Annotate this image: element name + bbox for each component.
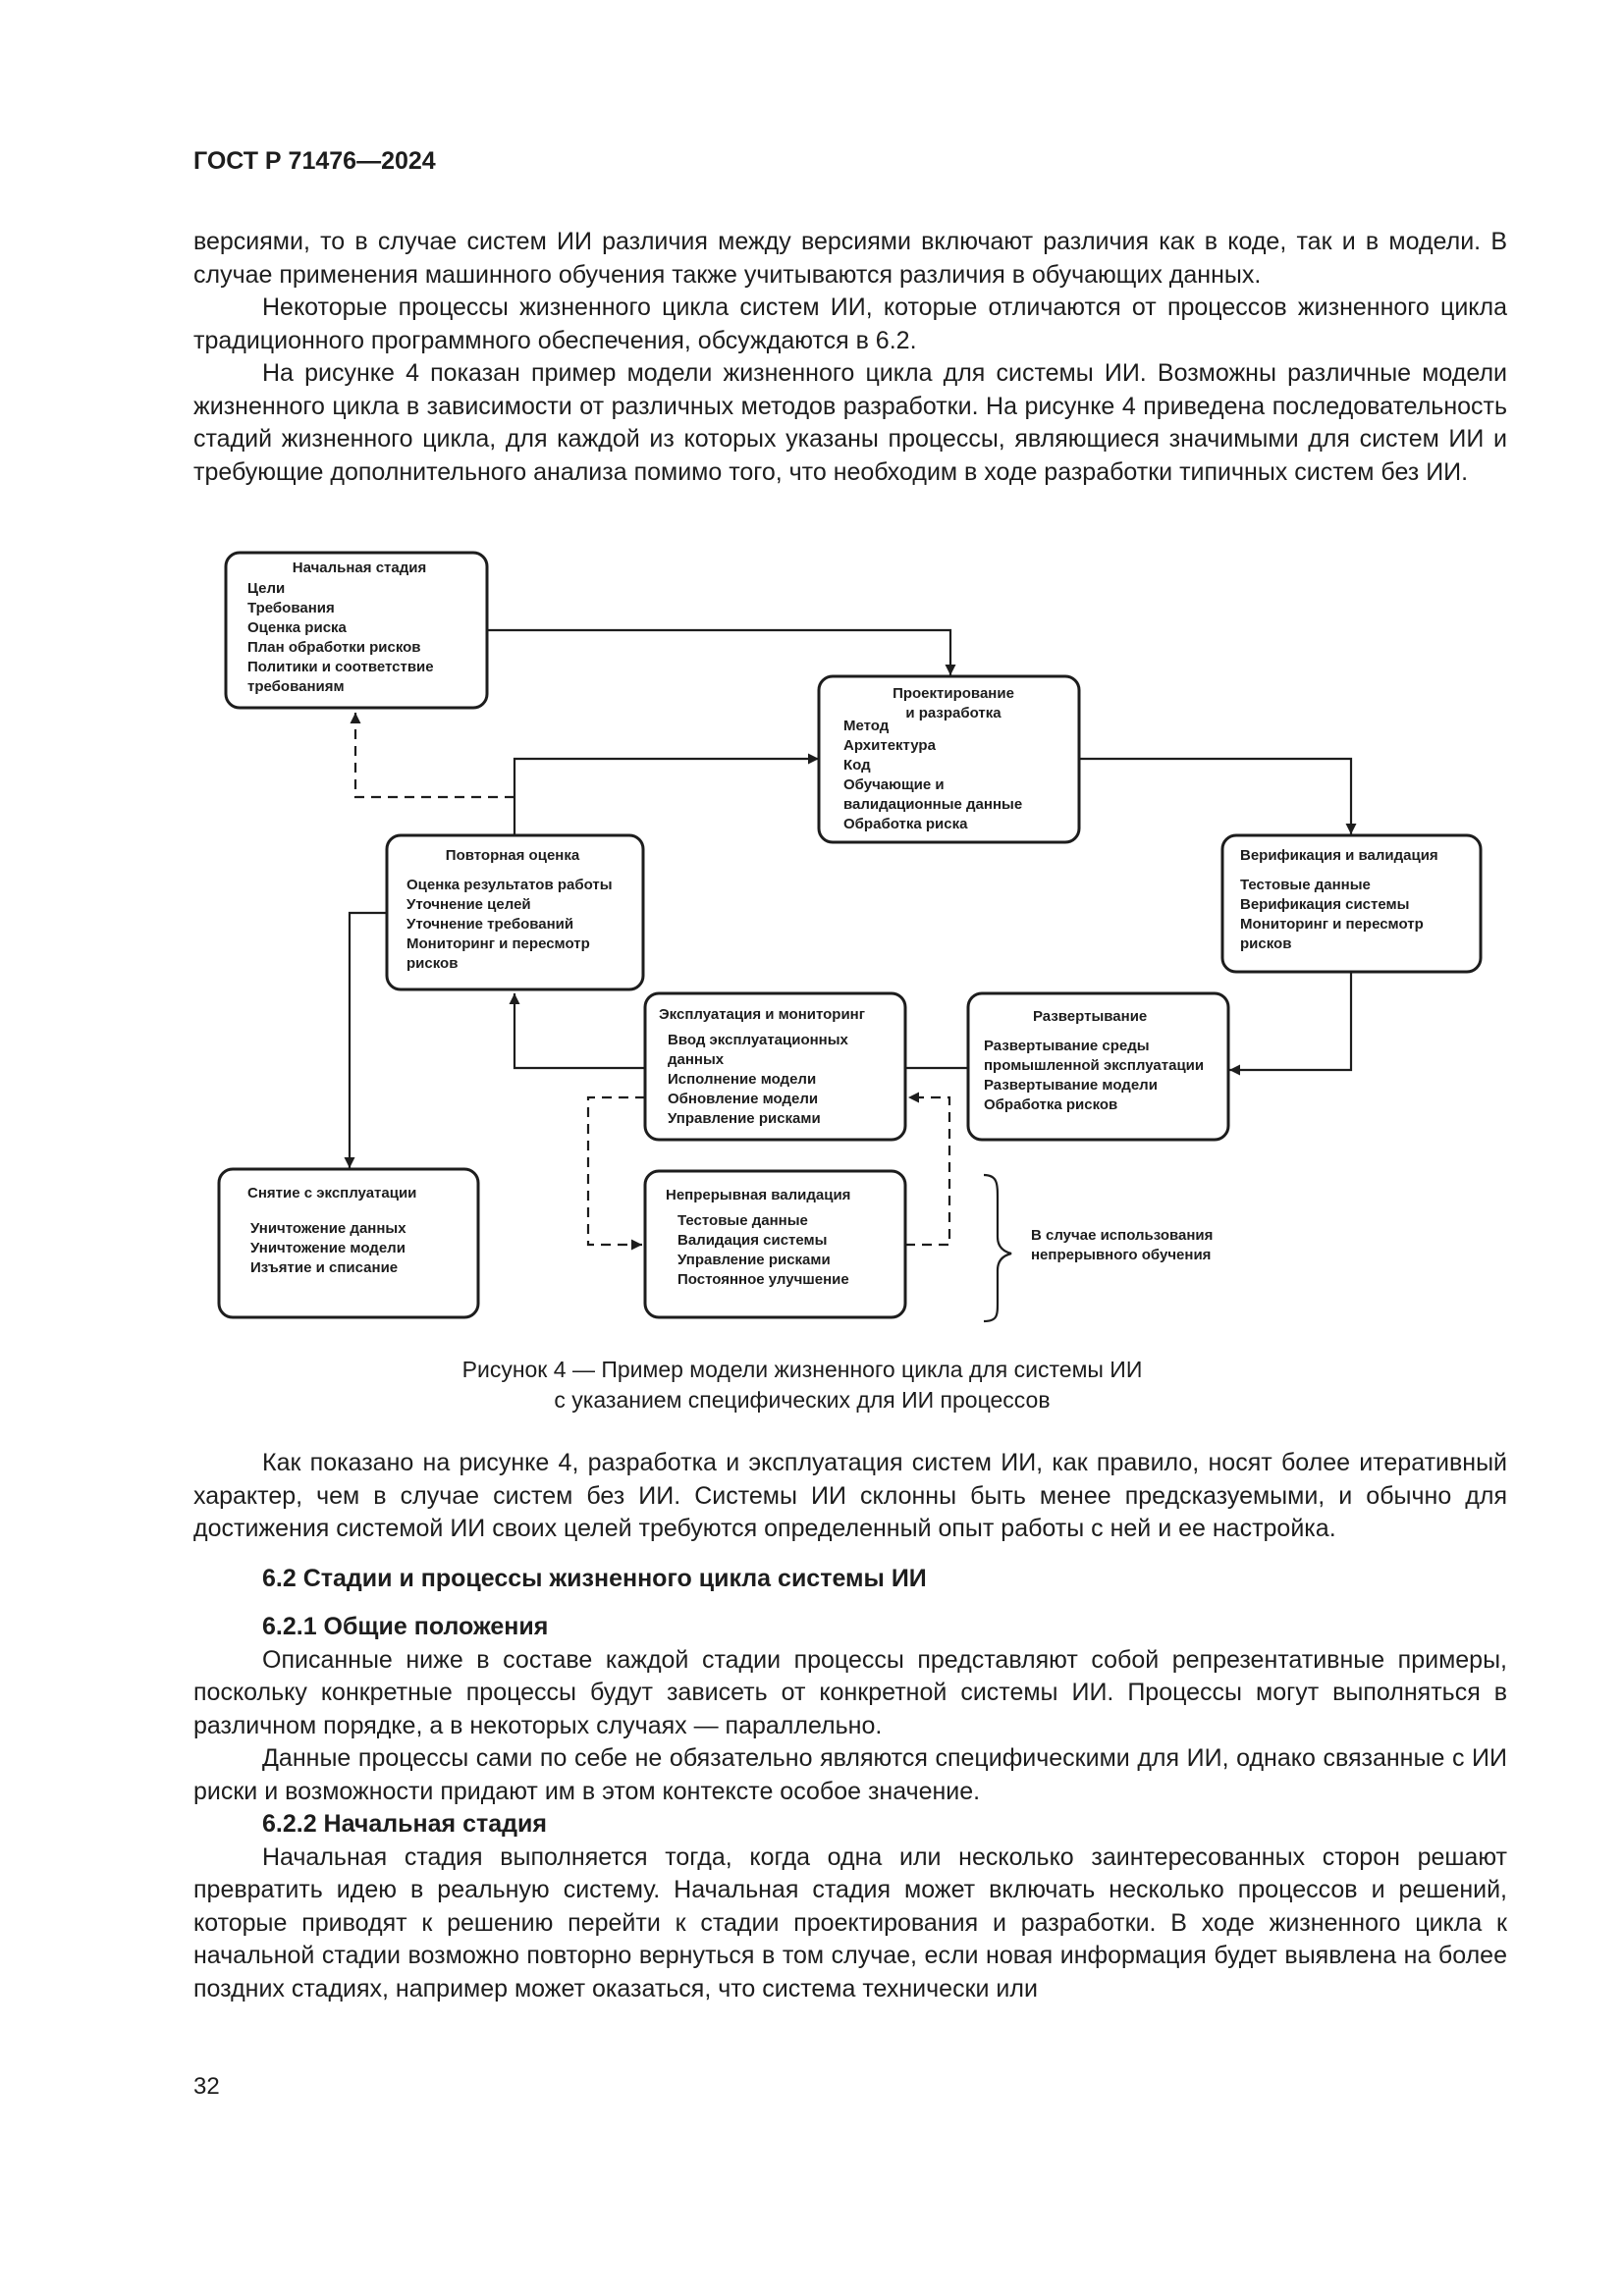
operation-title: Эксплуатация и мониторинг	[659, 1006, 865, 1023]
deployment-title: Развертывание	[1033, 1008, 1148, 1025]
continuous-learning-note: В случае использования	[1031, 1227, 1214, 1244]
dashed-arrow-operation-to-continuous	[588, 1097, 645, 1245]
deployment-item: Развертывание среды	[984, 1038, 1150, 1054]
body-paragraph-3: Данные процессы сами по себе не обязательно являются специфическими для ИИ, однако связанные с ИИ риски и возможности придают им в этом контексте особое значение.	[193, 1744, 1507, 1805]
continuous-item: Управление рисками	[677, 1252, 831, 1268]
design-item: Архитектура	[843, 737, 936, 754]
design-item: Метод	[843, 718, 890, 734]
reevaluation-item: Оценка результатов работы	[406, 877, 613, 893]
inception-item: Требования	[247, 600, 335, 616]
deployment-item: Обработка рисков	[984, 1096, 1118, 1113]
figure-caption	[236, 1355, 1369, 1415]
arrow-reevaluation-to-design	[514, 759, 819, 835]
intro-paragraph-1: версиями, то в случае систем ИИ различия между версиями включают различия как в коде, так и в модели. В случае применения машинного обучения также учитываются различия в обучающих данных.	[193, 228, 1507, 289]
document-header: ГОСТ Р 71476—2024	[193, 147, 436, 175]
body-text	[193, 1447, 1507, 2005]
inception-item: Цели	[247, 580, 286, 597]
operation-item: данных	[668, 1051, 725, 1068]
design-item: Обработка риска	[843, 816, 968, 832]
intro-paragraph-2: Некоторые процессы жизненного цикла систем ИИ, которые отличаются от процессов жизненного цикла традиционного программного обеспечения, обсуждаются в 6.2.	[193, 294, 1507, 354]
design-title-line2: и разработка	[905, 705, 1001, 721]
inception-item: требованиям	[247, 678, 345, 695]
arrow-design-to-verification	[1079, 759, 1351, 834]
operation-item: Обновление модели	[668, 1091, 819, 1107]
body-paragraph-4: Начальная стадия выполняется тогда, когда одна или несколько заинтересованных сторон решают превратить идею в реальную систему. Начальная стадия может включать несколько процессов и решений, которые приводят к решению перейти к стадии проектирования и разработки. В ходе жизненного цикла к начальной стадии возможно повторно вернуться в том случае, если новая информация будет выявлена на более поздних стадиях, например может оказаться, что система технически или	[193, 1842, 1507, 2002]
verification-item: Верификация системы	[1240, 896, 1410, 913]
arrow-operation-to-reevaluation	[514, 993, 645, 1068]
design-item: валидационные данные	[843, 796, 1023, 813]
reevaluation-item: рисков	[406, 955, 459, 972]
dashed-arrow-continuous-to-operation	[905, 1097, 949, 1245]
body-paragraph-1: Как показано на рисунке 4, разработка и эксплуатация систем ИИ, как правило, носят более итеративный характер, чем в случае систем без ИИ. Системы ИИ склонны быть менее предсказуемыми, и обычно для достижения системой ИИ своих целей требуются определенный опыт работы с ней и ее настройка.	[193, 1449, 1507, 1542]
continuous-item: Тестовые данные	[677, 1212, 808, 1229]
curly-brace	[984, 1175, 1011, 1321]
inception-item: Оценка риска	[247, 619, 347, 636]
retirement-item: Уничтожение данных	[250, 1220, 406, 1237]
reevaluation-item: Уточнение требований	[406, 916, 574, 933]
section-heading-6-2: 6.2 Стадии и процессы жизненного цикла системы ИИ	[262, 1564, 927, 1592]
retirement-item: Изъятие и списание	[250, 1259, 399, 1276]
inception-item: Политики и соответствие	[247, 659, 434, 675]
continuous-learning-note: непрерывного обучения	[1031, 1247, 1212, 1263]
figure-caption-line-1: Рисунок 4 — Пример модели жизненного цикла для системы ИИ	[461, 1357, 1143, 1382]
verification-item: Тестовые данные	[1240, 877, 1371, 893]
continuous-item: Валидация системы	[677, 1232, 828, 1249]
continuous-item: Постоянное улучшение	[677, 1271, 849, 1288]
section-heading-6-2-2: 6.2.2 Начальная стадия	[262, 1810, 547, 1838]
arrow-inception-to-design	[487, 630, 950, 675]
design-item: Код	[843, 757, 871, 774]
inception-item: План обработки рисков	[247, 639, 421, 656]
section-heading-6-2-1: 6.2.1 Общие положения	[262, 1613, 549, 1640]
arrow-reevaluation-to-retirement	[350, 913, 387, 1168]
reevaluation-title: Повторная оценка	[445, 847, 580, 864]
operation-item: Ввод эксплуатационных	[668, 1032, 848, 1048]
verification-item: рисков	[1240, 935, 1292, 952]
figure-caption-line-2: с указанием специфических для ИИ процессов	[554, 1387, 1051, 1413]
reevaluation-item: Уточнение целей	[406, 896, 531, 913]
continuous-title: Непрерывная валидация	[666, 1187, 851, 1203]
deployment-item: промышленной эксплуатации	[984, 1057, 1205, 1074]
intro-paragraph-3: На рисунке 4 показан пример модели жизненного цикла для системы ИИ. Возможны различные модели жизненного цикла в зависимости от различных методов разработки. На рисунке 4 приведена последовательность стадий жизненного цикла, для каждой из которых указаны процессы, являющиеся значимыми для систем ИИ и требующие дополнительного анализа помимо того, что необходим в ходе разработки типичных систем без ИИ.	[193, 359, 1507, 486]
operation-item: Исполнение модели	[668, 1071, 817, 1088]
page-number: 32	[193, 2073, 220, 2100]
design-title-line1: Проектирование	[893, 685, 1014, 702]
reevaluation-item: Мониторинг и пересмотр	[406, 935, 590, 952]
retirement-title: Снятие с эксплуатации	[247, 1185, 417, 1201]
verification-item: Мониторинг и пересмотр	[1240, 916, 1424, 933]
deployment-item: Развертывание модели	[984, 1077, 1158, 1094]
inception-title: Начальная стадия	[292, 560, 427, 576]
verification-title: Верификация и валидация	[1240, 847, 1438, 864]
retirement-item: Уничтожение модели	[250, 1240, 406, 1256]
arrow-verification-to-deployment	[1229, 972, 1351, 1070]
design-item: Обучающие и	[843, 776, 945, 793]
body-paragraph-2: Описанные ниже в составе каждой стадии процессы представляют собой репрезентативные примеры, поскольку конкретные процессы будут зависеть от конкретной системы ИИ. Процессы могут выполняться в различном порядке, а в некоторых случаях — параллельно.	[193, 1645, 1507, 1739]
dashed-arrow-to-inception	[355, 713, 514, 797]
operation-item: Управление рисками	[668, 1110, 821, 1127]
